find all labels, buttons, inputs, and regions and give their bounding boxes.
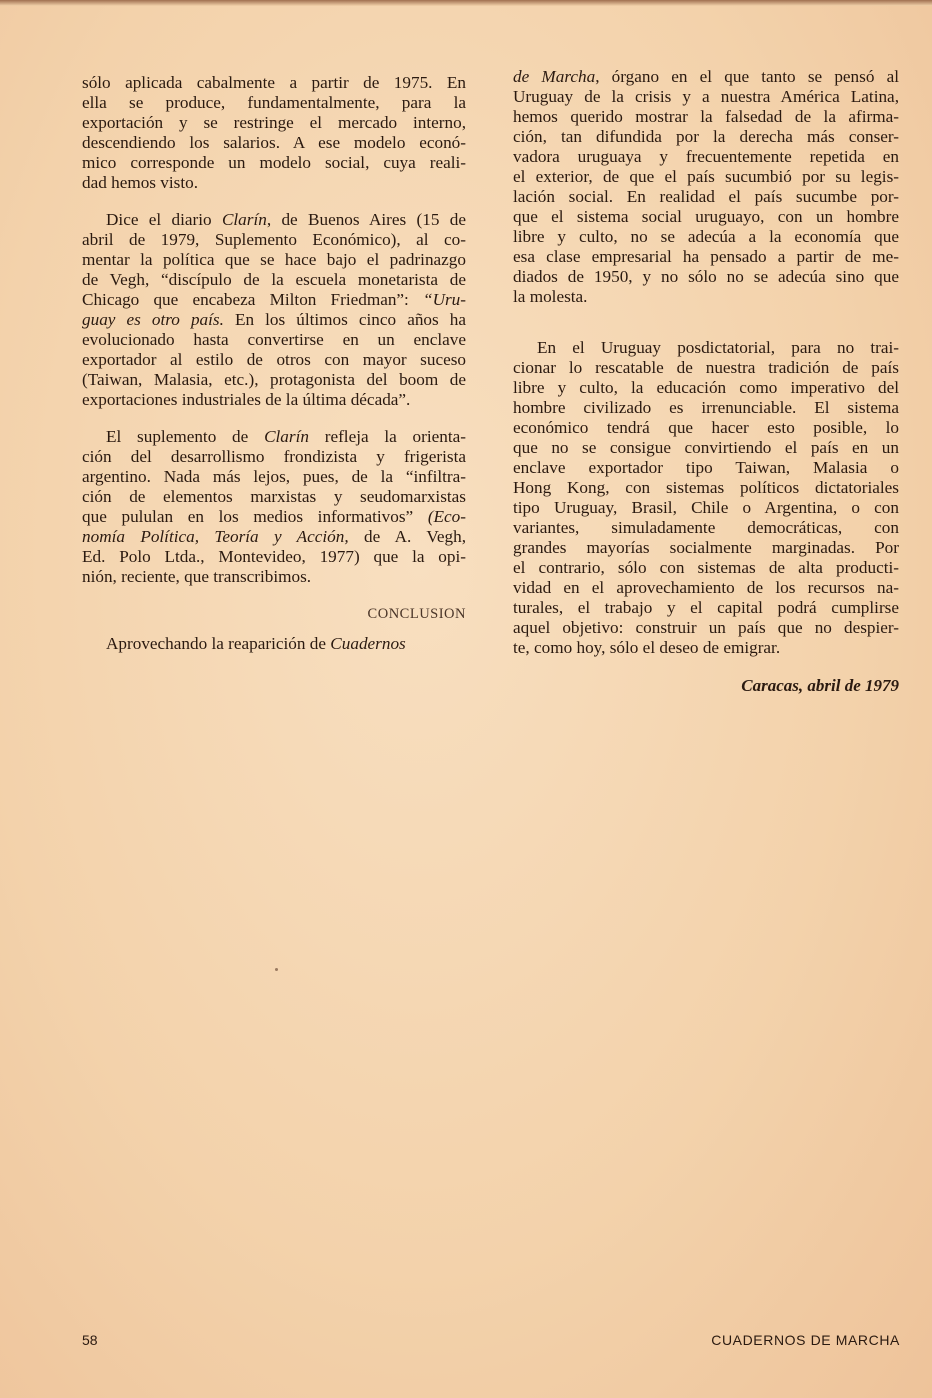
text-line (82, 270, 466, 290)
text-line (513, 398, 899, 418)
text-line (513, 518, 899, 538)
italic-text: “Uru- (423, 290, 466, 309)
paper-speck (275, 968, 278, 971)
text-segment: mico corresponde un modelo social, cuya reali- (82, 153, 466, 172)
text-segment: que el sistema social uruguayo, con un hombre (513, 207, 899, 226)
page-number: 58 (82, 1332, 98, 1348)
text-line (513, 458, 899, 478)
italic-text: de Marcha (513, 67, 596, 86)
text-segment: la molesta. (513, 287, 588, 306)
text-segment: tipo Uruguay, Brasil, Chile o Argentina, o con (513, 498, 899, 517)
text-line (513, 67, 899, 87)
text-segment: sólo aplicada cabalmente a partir de 1975. En (82, 73, 466, 92)
text-line (82, 133, 466, 153)
text-segment: lación social. En realidad el país sucumbe por- (513, 187, 899, 206)
text-segment: cionar lo rescatable de nuestra tradición de país (513, 358, 899, 377)
text-line (513, 247, 899, 267)
text-segment: económico tendrá que hacer esto posible, lo (513, 418, 899, 437)
right-paragraphs (513, 67, 899, 658)
left-column (82, 73, 466, 654)
text-segment: Uruguay de la crisis y a nuestra América Latina, (513, 87, 899, 106)
text-segment: Aprovechando la reaparición de (106, 634, 331, 653)
text-line (513, 498, 899, 518)
italic-text: Cuadernos (330, 634, 406, 653)
magazine-name: CUADERNOS DE MARCHA (711, 1332, 900, 1348)
text-line (82, 467, 466, 487)
text-line (513, 207, 899, 227)
text-line (82, 250, 466, 270)
paragraph (82, 73, 466, 193)
text-segment: (Taiwan, Malasia, etc.), protagonista del boom de (82, 370, 466, 389)
page-top-edge (0, 0, 932, 6)
text-segment: ción del desarrollismo frondizista y frigerista (82, 447, 466, 466)
section-heading-conclusion: CONCLUSION (367, 606, 466, 622)
text-segment: vidad en el aprovechamiento de los recursos na- (513, 578, 899, 597)
text-line (513, 538, 899, 558)
text-line (513, 558, 899, 578)
text-line (82, 73, 466, 93)
text-segment: el exterior, de que el país sucumbió por su legis- (513, 167, 899, 186)
text-line (82, 113, 466, 133)
text-line (513, 638, 899, 658)
text-segment: ción de elementos marxistas y seudomarxistas (82, 487, 466, 506)
text-segment: esa clase empresarial ha pensado a partir de me- (513, 247, 899, 266)
text-segment: libre y culto, la educación como imperativo del (513, 378, 899, 397)
text-segment: aquel objetivo: construir un país que no despier- (513, 618, 899, 637)
paragraph (82, 210, 466, 410)
text-line (513, 618, 899, 638)
left-paragraphs (82, 73, 466, 587)
text-line (82, 507, 466, 527)
italic-text: Clarín (264, 427, 309, 446)
italic-text: (Eco- (427, 507, 466, 526)
text-segment: En los últimos cinco años ha (223, 310, 466, 329)
text-line (82, 427, 466, 447)
text-segment: Dice el diario (106, 210, 222, 229)
text-line (82, 210, 466, 230)
text-line (513, 87, 899, 107)
text-segment: el contrario, sólo con sistemas de alta producti- (513, 558, 899, 577)
text-segment: refleja la orienta- (308, 427, 466, 446)
text-segment: nión, reciente, que transcribimos. (82, 567, 312, 586)
text-segment: diados de 1950, y no sólo no se adecúa sino que (513, 267, 899, 286)
text-line (513, 147, 899, 167)
text-line (82, 93, 466, 113)
text-segment: Hong Kong, con sistemas políticos dictatoriales (513, 478, 899, 497)
text-segment: exportador al estilo de otros con mayor suceso (82, 350, 466, 369)
text-segment: te, como hoy, sólo el deseo de emigrar. (513, 638, 781, 657)
text-line (82, 547, 466, 567)
text-line (513, 478, 899, 498)
text-line (82, 310, 466, 330)
text-segment: variantes, simuladamente democráticas, con (513, 518, 899, 537)
text-line (513, 187, 899, 207)
text-line (513, 358, 899, 378)
text-line (513, 127, 899, 147)
text-segment: dad hemos visto. (82, 173, 199, 192)
text-line (82, 290, 466, 310)
text-line (513, 578, 899, 598)
text-segment: exportación y se restringe el mercado interno, (82, 113, 466, 132)
paragraph (82, 427, 466, 587)
text-segment: libre y culto, no se adecúa a la economía que (513, 227, 899, 246)
text-line (82, 447, 466, 467)
text-segment: enclave exportador tipo Taiwan, Malasia o (513, 458, 899, 477)
text-line (82, 370, 466, 390)
text-line (82, 230, 466, 250)
text-segment: , de Buenos Aires (15 de (266, 210, 466, 229)
paragraph (513, 67, 899, 307)
text-segment: En el Uruguay posdictatorial, para no trai- (537, 338, 899, 357)
paragraph (513, 338, 899, 658)
text-segment: mentar la política que se hace bajo el padrinazgo (82, 250, 466, 269)
text-segment: ella se produce, fundamentalmente, para la (82, 93, 466, 112)
text-segment: descendiendo los salarios. A ese modelo econó- (82, 133, 466, 152)
text-line (82, 567, 466, 587)
text-line (513, 438, 899, 458)
text-line (513, 227, 899, 247)
closing-line (82, 634, 466, 654)
text-segment: turales, el trabajo y el capital podrá cumplirse (513, 598, 899, 617)
text-segment: de A. Vegh, (348, 527, 467, 546)
text-segment: que no se consigue convirtiendo el país en un (513, 438, 899, 457)
italic-text: nomía Política, Teoría y Acción, (82, 527, 349, 546)
text-line (513, 378, 899, 398)
text-line (82, 527, 466, 547)
text-segment: abril de 1979, Suplemento Económico), al co- (82, 230, 466, 249)
text-line (82, 330, 466, 350)
text-segment: grandes mayorías socialmente marginadas. Por (513, 538, 899, 557)
text-segment: evolucionado hasta convertirse en un enclave (82, 330, 466, 349)
text-line (513, 107, 899, 127)
text-segment: que pululan en los medios informativos” (82, 507, 428, 526)
text-line (82, 390, 466, 410)
text-segment: hemos querido mostrar la falsedad de la afirma- (513, 107, 899, 126)
text-segment: vadora uruguaya y frecuentemente repetida en (513, 147, 899, 166)
text-segment: exportaciones industriales de la última década”. (82, 390, 411, 409)
text-segment: , órgano en el que tanto se pensó al (595, 67, 900, 86)
text-line (513, 267, 899, 287)
italic-text: guay es otro país. (82, 310, 224, 329)
text-line (82, 153, 466, 173)
text-segment: Ed. Polo Ltda., Montevideo, 1977) que la opi- (82, 547, 466, 566)
signature-place-date: Caracas, abril de 1979 (741, 676, 899, 695)
text-line (513, 287, 899, 307)
italic-text: Clarín (221, 210, 267, 229)
text-line (513, 598, 899, 618)
text-line (513, 167, 899, 187)
text-segment: de Vegh, “discípulo de la escuela monetarista de (82, 270, 466, 289)
text-segment: El suplemento de (106, 427, 265, 446)
text-line (82, 350, 466, 370)
text-line (82, 487, 466, 507)
text-segment: argentino. Nada más lejos, pues, de la “infiltra- (82, 467, 466, 486)
text-segment: Chicago que encabeza Milton Friedman”: (82, 290, 424, 309)
text-line (82, 173, 466, 193)
text-line (513, 418, 899, 438)
text-segment: ción, tan difundida por la derecha más conser- (513, 127, 899, 146)
text-segment: hombre civilizado es irrenunciable. El sistema (513, 398, 899, 417)
text-line (513, 338, 899, 358)
right-column (513, 67, 899, 696)
